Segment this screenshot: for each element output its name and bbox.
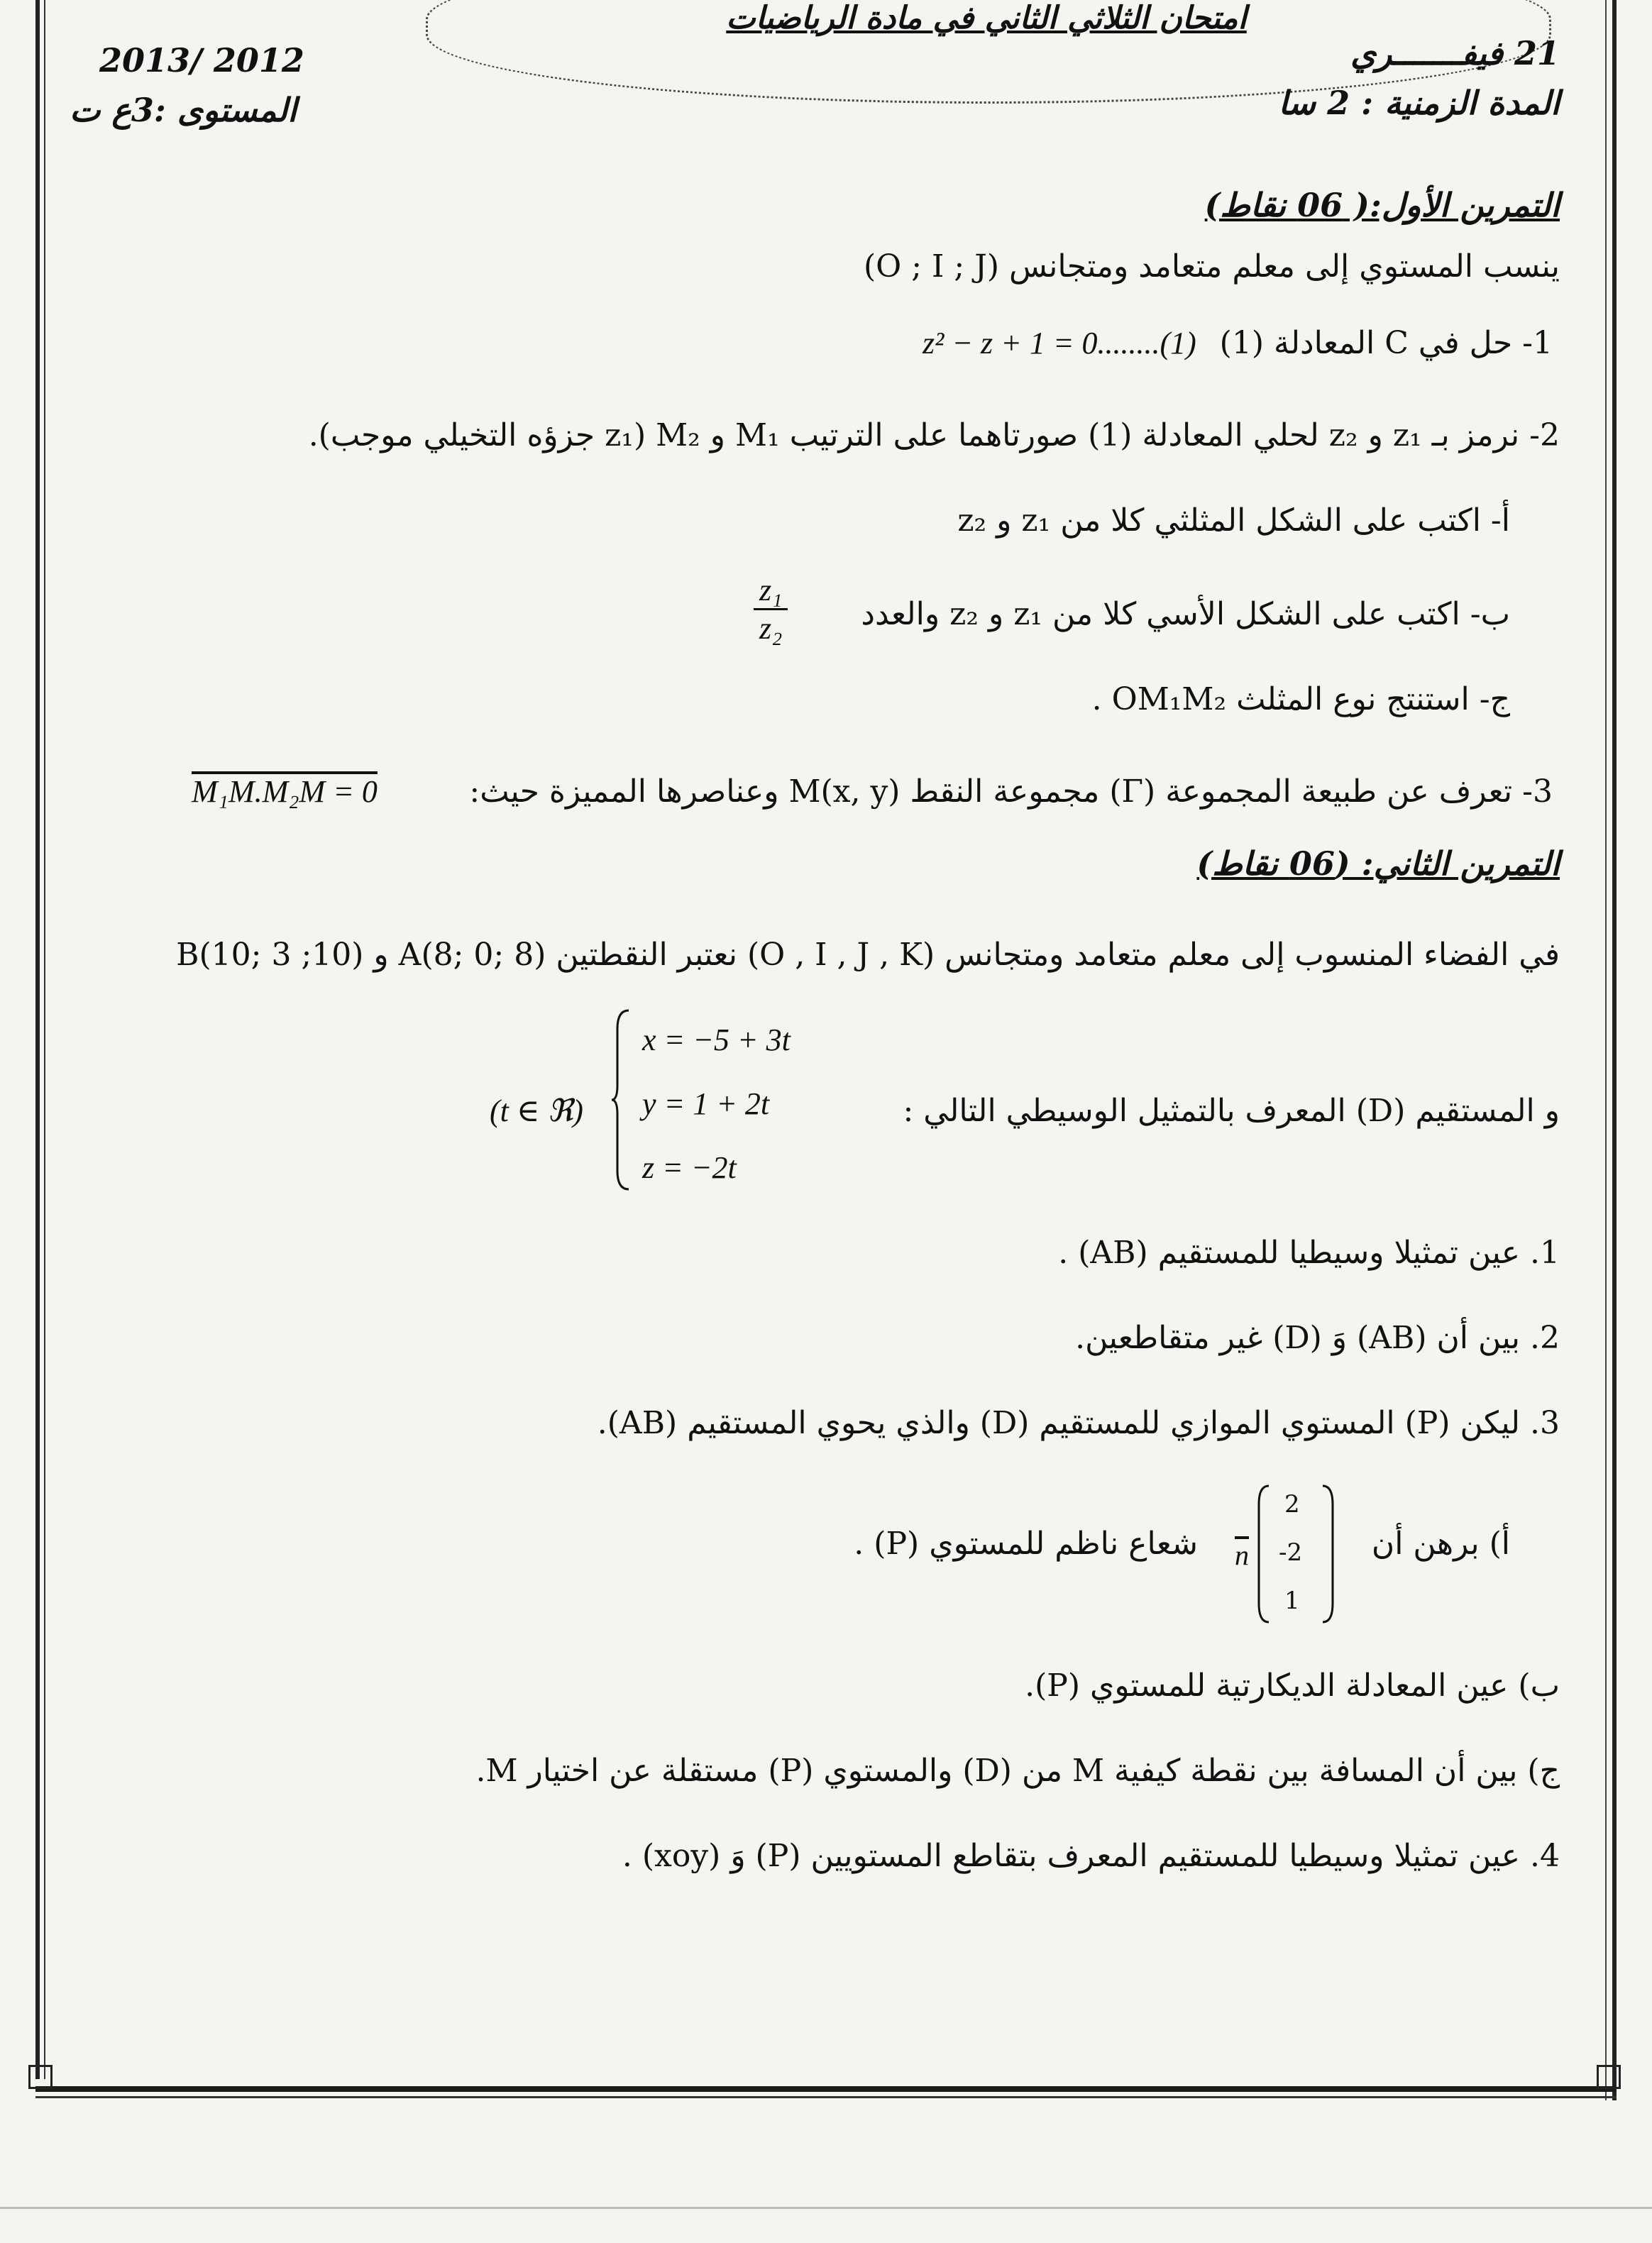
ex1-q3-text: 3- تعرف عن طبيعة المجموعة (Γ) مجموعة النقط M(x, y) وعناصرها المميزة حيث: [469,773,1553,810]
ex2-system-z: z = −2t [642,1150,737,1185]
ex2-q3b: ب) عين المعادلة الديكارتية للمستوي (P). [1025,1668,1560,1704]
ex1-q1-text: 1- حل في C المعادلة (1) [1219,325,1553,361]
ex1-q1-equation: z² − z + 1 = 0........(1) [923,326,1196,360]
normal-vector-x: 2 [1284,1490,1300,1519]
system-brace [610,1008,632,1192]
ex2-q1: 1. عين تمثيلا وسيطيا للمستقيم (AB) . [1058,1235,1560,1271]
ex1-q2b-fraction [754,572,788,646]
normal-vector [1235,1483,1334,1625]
ex2-q2: 2. بين أن (AB) وَ (D) غير متقاطعين. [1075,1320,1560,1356]
normal-vector-y: -2 [1279,1538,1303,1567]
ex1-q2a: أ- اكتب على الشكل المثلثي كلا من z₁ و z₂ [957,502,1510,539]
ex2-q3a-suffix: شعاع ناظم للمستوي (P) . [854,1526,1198,1562]
ex2-q3: 3. ليكن (P) المستوي الموازي للمستقيم (D) والذي يحوي المستقيم (AB). [597,1405,1560,1441]
ex2-q4: 4. عين تمثيلا وسيطيا للمستقيم المعرف بتقاطع المستويين (P) وَ (xoy) . [622,1838,1560,1874]
ex1-q2-text: 2- نرمز بـ z₁ و z₂ لحلي المعادلة (1) صورتاهما على الترتيب M₁ و M₂ (z₁ جزؤه التخيلي موجب). [308,417,1560,453]
page-frame-left [35,0,40,2079]
exercise-2-intro: في الفضاء المنسوب إلى معلم متعامد ومتجانس (O , I , J , K) نعتبر النقطتين A(8; 0; 8) و B(10; 3 ;10) [176,937,1560,973]
class-level: المستوى :3ع ت [70,91,297,129]
ex2-q3a-prefix: أ) برهن أن [1371,1526,1510,1562]
exercise-1-heading: التمرين الأول:( 06 نقاط) [1204,186,1560,224]
page-frame-bottom [35,2086,1617,2092]
fraction-denominator: z₂ [759,611,783,646]
page-frame-left-inner [44,0,45,2079]
exercise-2-heading: التمرين الثاني: (06 نقاط) [1196,844,1560,883]
page-frame-right [1612,0,1617,2100]
frame-corner-left [28,2065,53,2089]
ex1-q3-equation: M₁M.M₂M = 0 [192,774,378,809]
ex2-system-y: y = 1 + 2t [642,1086,770,1121]
exercise-1-intro: ينسب المستوي إلى معلم متعامد ومتجانس (O ; I ; J) [863,248,1560,285]
normal-vector-z: 1 [1284,1587,1300,1615]
ex2-system-x: x = −5 + 3t [642,1023,791,1057]
fraction-numerator: z₁ [754,572,788,610]
page-frame-right-inner [1605,0,1607,2100]
normal-vector-name: $\overline{n}$ [1235,1539,1249,1571]
ex2-line-D-text: و المستقيم (D) المعرف بالتمثيل الوسيطي التالي : [903,1093,1560,1129]
ex2-q3c: ج) بين أن المسافة بين نقطة كيفية M من (D) والمستوي (P) مستقلة عن اختيار M. [475,1753,1560,1789]
school-year: 2013/ 2012 [99,41,304,79]
exam-title: امتحان الثلاثي الثاني في مادة الرياضيات [726,0,1247,36]
frame-corner-right [1597,2065,1621,2089]
exam-duration: المدة الزمنية : 2 سا [1278,84,1560,122]
ex2-parameter-range: (t ∈ ℜ) [490,1093,583,1128]
exam-date: 21 فيفـــــــري [1350,34,1560,72]
ex1-q2b: ب- اكتب على الشكل الأسي كلا من z₁ و z₂ والعدد [861,596,1510,632]
page-bottom-edge [0,2207,1652,2209]
ex1-q2c: ج- استنتج نوع المثلث OM₁M₂ . [1091,681,1510,717]
page-frame-bottom-inner [35,2096,1617,2098]
